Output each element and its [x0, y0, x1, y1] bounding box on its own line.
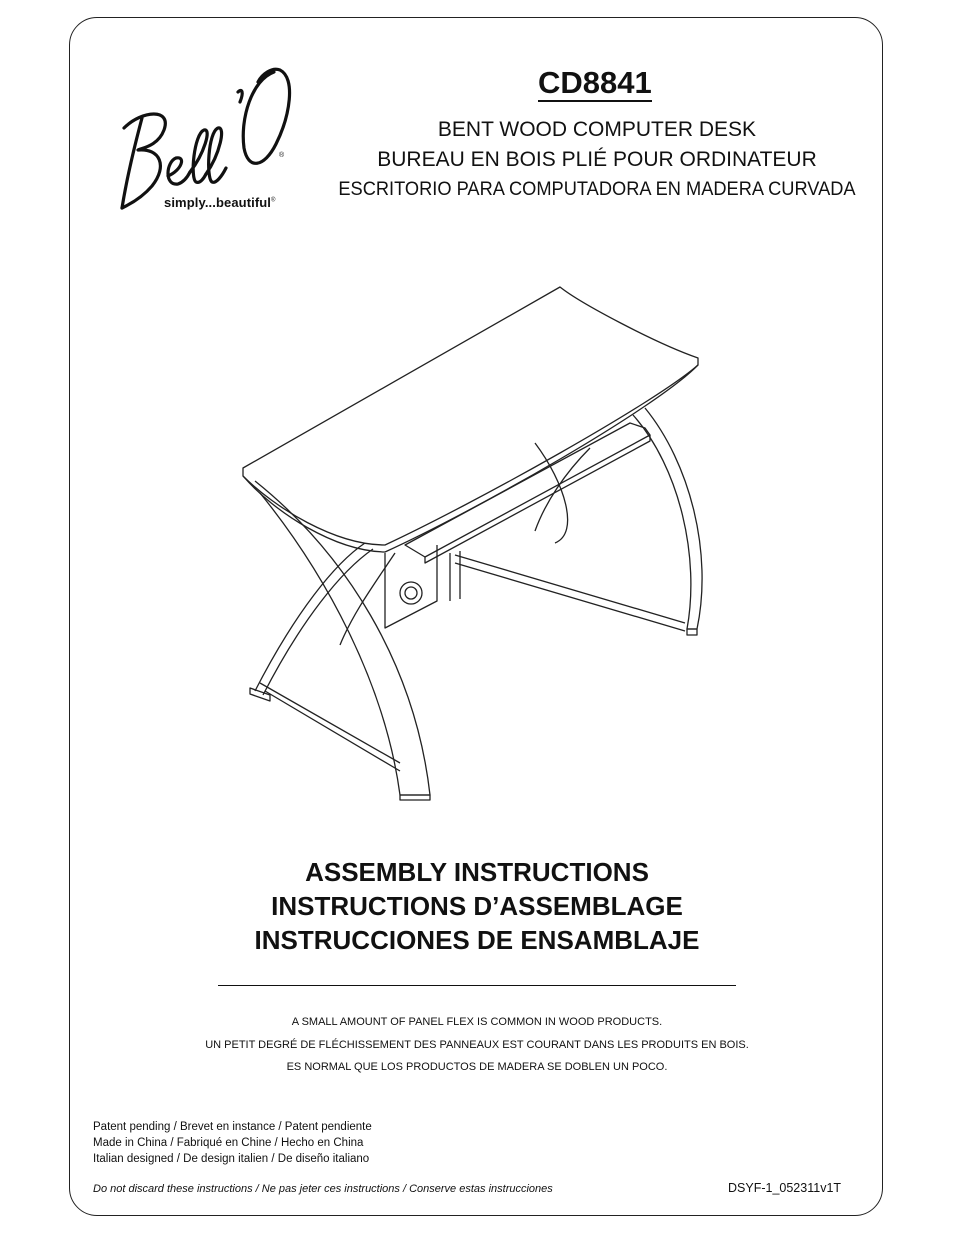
product-title-english: BENT WOOD COMPUTER DESK: [437, 118, 757, 141]
product-title-french: BUREAU EN BOIS PLIÉ POUR ORDINATEUR: [377, 148, 817, 171]
discard-warning: Do not discard these instructions / Ne pas jeter ces instructions / Conserve estas instrucciones: [93, 1183, 553, 1195]
product-title-spanish: ESCRITORIO PARA COMPUTADORA EN MADERA CURVADA: [338, 179, 856, 200]
made-in-note: Made in China / Fabriqué en Chine / Hecho en China: [93, 1137, 364, 1149]
model-number: CD8841: [538, 65, 652, 100]
divider: [218, 985, 736, 986]
assembly-title-french: INSTRUCTIONS D’ASSEMBLAGE: [271, 891, 683, 921]
design-note: Italian designed / De design italien / De diseño italiano: [93, 1153, 370, 1165]
patent-note: Patent pending / Brevet en instance / Patent pendiente: [93, 1121, 372, 1133]
desk-illustration: [235, 283, 705, 803]
brand-tagline: simply...beautiful®: [164, 195, 276, 210]
panel-flex-note-spanish: ES NORMAL QUE LOS PRODUCTOS DE MADERA SE DOBLEN UN POCO.: [286, 1061, 668, 1073]
panel-flex-note-english: A SMALL AMOUNT OF PANEL FLEX IS COMMON IN WOOD PRODUCTS.: [291, 1016, 663, 1028]
document-code: DSYF-1_052311v1T: [728, 1181, 842, 1195]
assembly-title-spanish: INSTRUCCIONES DE ENSAMBLAJE: [254, 925, 700, 955]
panel-flex-note-french: UN PETIT DEGRÉ DE FLÉCHISSEMENT DES PANNEAUX EST COURANT DANS LES PRODUITS EN BOIS.: [205, 1039, 749, 1051]
registered-mark: ®: [279, 152, 285, 159]
assembly-title-english: ASSEMBLY INSTRUCTIONS: [305, 857, 649, 887]
